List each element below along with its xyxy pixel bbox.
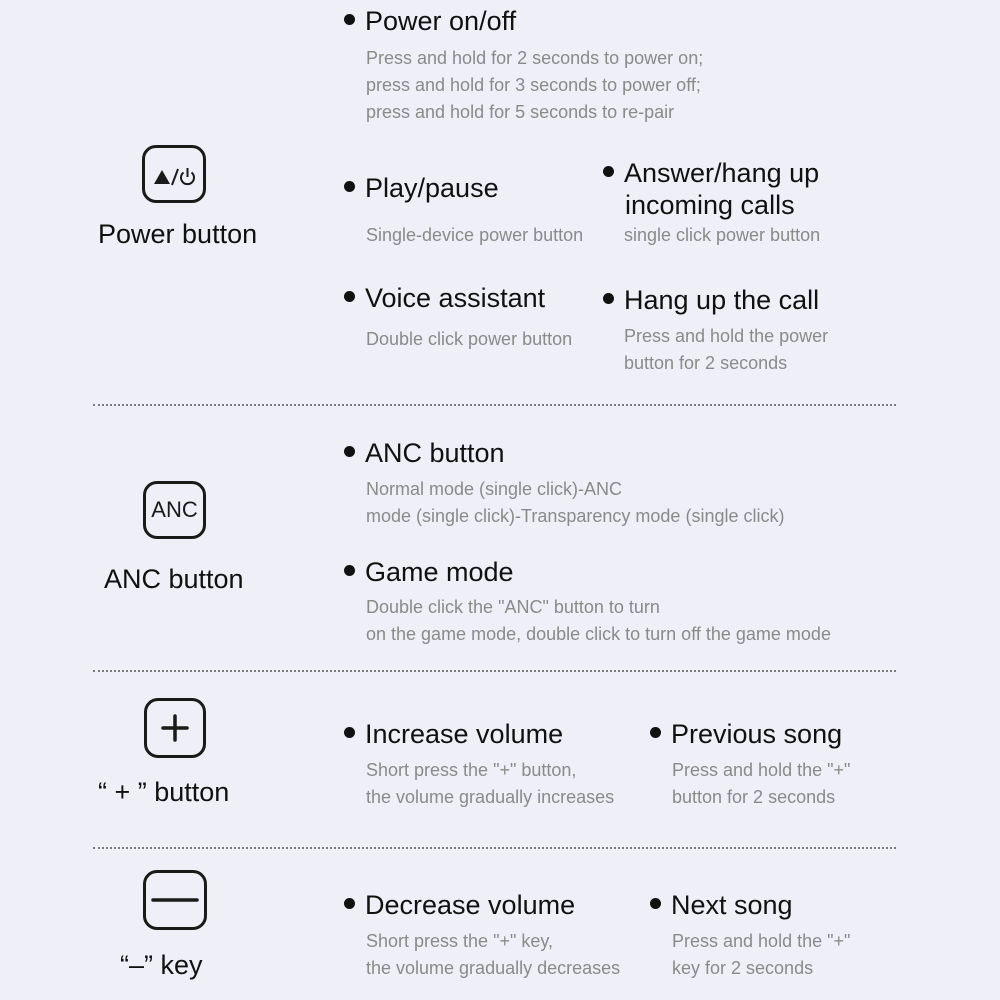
feature-desc-play-pause: Single-device power button <box>366 225 584 245</box>
feature-title-previous-song: Previous song <box>650 718 842 750</box>
feature-title-play-pause: Play/pause <box>344 172 499 204</box>
anc-icon-text: ANC <box>151 497 198 522</box>
bullet-icon <box>603 293 614 304</box>
feature-title-power-onoff: Power on/off <box>344 5 516 37</box>
minus-icon <box>143 870 207 930</box>
feature-desc-power-onoff: Press and hold for 2 seconds to power on; press and hold for 3 seconds to power off; press and hold for 5 seconds to re-pair <box>366 48 704 122</box>
feature-desc-game-mode: Double click the "ANC" button to turn on the game mode, double click to turn off the game mode <box>366 597 831 644</box>
feature-desc-voice-assistant: Double click power button <box>366 329 573 349</box>
bullet-icon <box>650 898 661 909</box>
bullet-icon <box>344 727 355 738</box>
feature-title-game-mode: Game mode <box>344 556 514 588</box>
feature-title-anc-button: ANC button <box>344 437 505 469</box>
bullet-icon <box>344 898 355 909</box>
feature-title-answer-hangup: Answer/hang up incoming calls <box>603 157 819 221</box>
plus-button-label: “ + ” button <box>98 777 230 807</box>
section-divider <box>93 404 896 406</box>
bullet-icon <box>650 727 661 738</box>
section-divider <box>93 847 896 849</box>
bullet-icon <box>344 181 355 192</box>
feature-title-next-song: Next song <box>650 889 793 921</box>
feature-desc-increase-volume: Short press the "+" button, the volume gradually increases <box>366 760 615 807</box>
power-button-icon <box>142 145 206 203</box>
feature-title-increase-volume: Increase volume <box>344 718 563 750</box>
feature-desc-hang-up-call: Press and hold the power button for 2 seconds <box>624 326 829 373</box>
feature-desc-anc-button: Normal mode (single click)-ANC mode (single click)-Transparency mode (single click) <box>366 479 785 526</box>
anc-icon <box>143 481 206 539</box>
bullet-icon <box>603 166 614 177</box>
feature-desc-next-song: Press and hold the "+" key for 2 seconds <box>672 931 851 978</box>
feature-title-voice-assistant: Voice assistant <box>344 282 545 314</box>
feature-title-decrease-volume: Decrease volume <box>344 889 575 921</box>
bullet-icon <box>344 446 355 457</box>
minus-key-label: “–” key <box>120 950 203 980</box>
feature-desc-answer-hangup: single click power button <box>624 225 821 245</box>
bullet-icon <box>344 565 355 576</box>
bullet-icon <box>344 14 355 25</box>
bullet-icon <box>344 291 355 302</box>
feature-desc-previous-song: Press and hold the "+" button for 2 seconds <box>672 760 851 807</box>
plus-icon <box>144 698 206 758</box>
power-button-label: Power button <box>98 219 258 249</box>
feature-title-hang-up-call: Hang up the call <box>603 284 819 316</box>
section-divider <box>93 670 896 672</box>
feature-desc-decrease-volume: Short press the "+" key, the volume gradually decreases <box>366 931 621 978</box>
anc-button-label: ANC button <box>104 564 244 594</box>
